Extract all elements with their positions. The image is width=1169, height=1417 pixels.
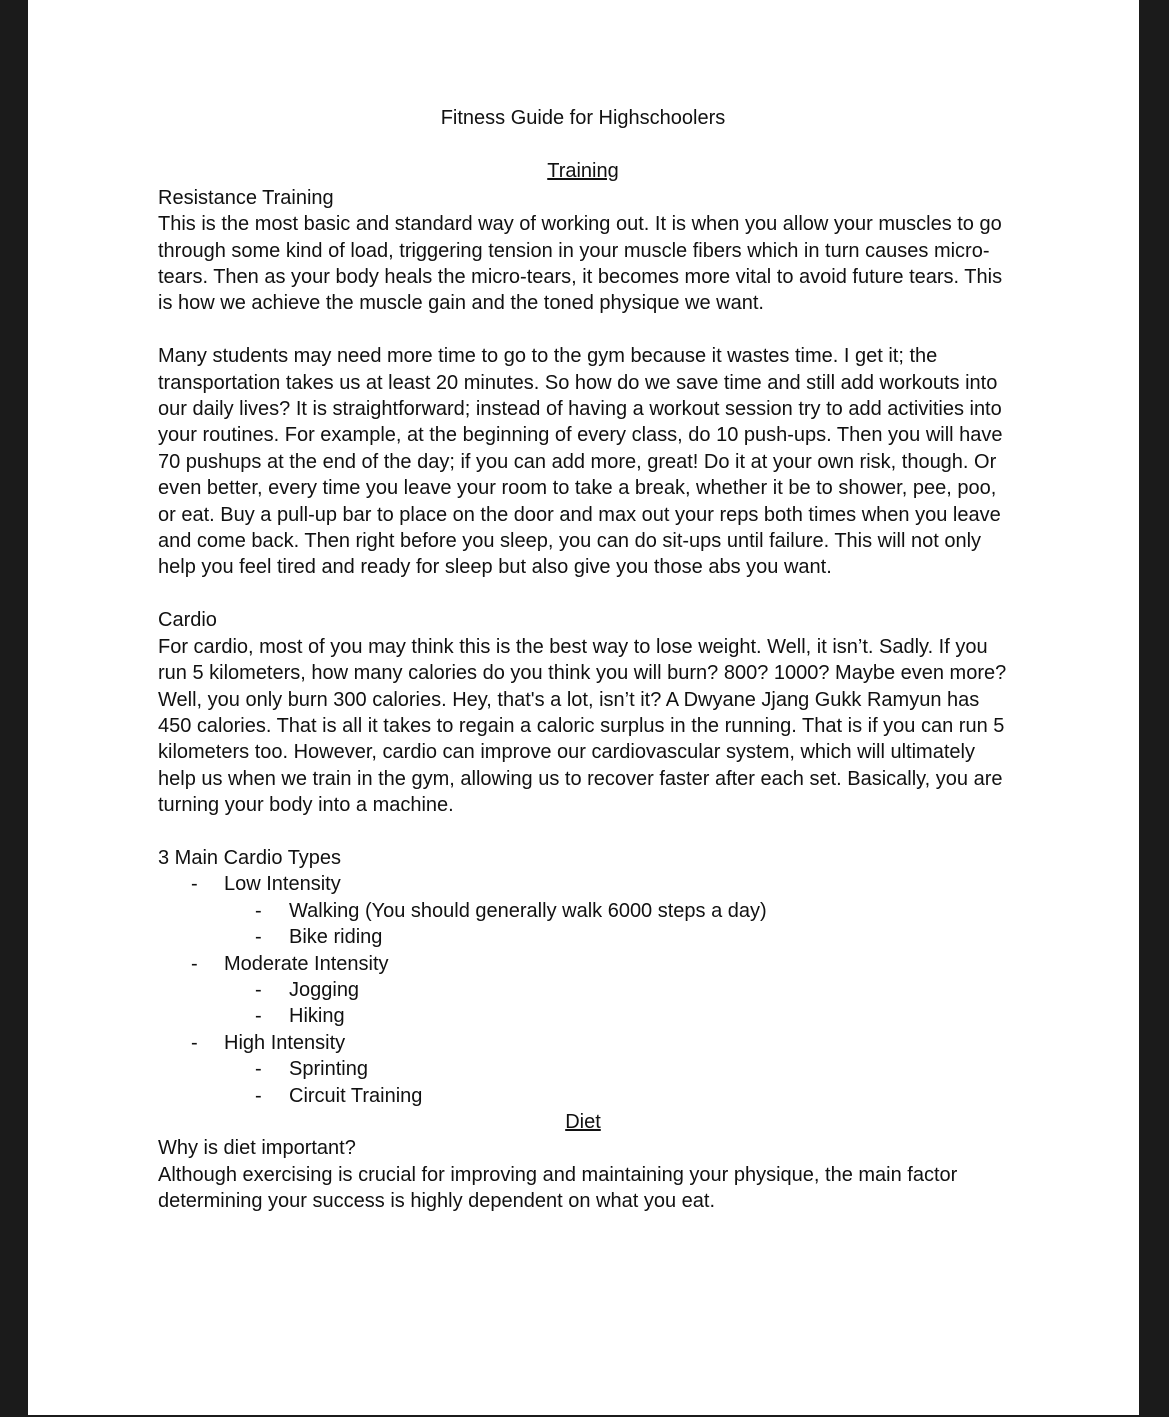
- dash-bullet: -: [255, 978, 262, 1001]
- document-title: Fitness Guide for Highschoolers: [440, 107, 726, 129]
- cardio-type-sublist: [224, 977, 1018, 1030]
- paragraph-spacer: [158, 581, 1018, 607]
- training-heading: Training: [547, 160, 619, 183]
- dash-bullet: -: [191, 952, 198, 975]
- cardio-activity: Hiking: [289, 1005, 345, 1028]
- list-item: [224, 1003, 1018, 1029]
- cardio-heading: Cardio: [158, 609, 217, 632]
- list-item: [158, 871, 1018, 950]
- list-item: [158, 951, 1018, 1030]
- cardio-type-label: Moderate Intensity: [224, 952, 389, 975]
- paragraph-spacer: [158, 819, 1018, 845]
- cardio-activity: Walking (You should generally walk 6000 steps a day): [289, 899, 767, 922]
- cardio-activity: Circuit Training: [289, 1084, 423, 1107]
- dash-bullet: -: [255, 1005, 262, 1028]
- dash-bullet: -: [191, 1031, 198, 1054]
- resistance-training-heading: Resistance Training: [158, 186, 334, 209]
- cardio-type-sublist: [224, 898, 1018, 951]
- list-item: [158, 1030, 1018, 1109]
- cardio-activity: Bike riding: [289, 926, 383, 949]
- diet-heading: Diet: [565, 1110, 601, 1133]
- diet-question: Why is diet important?: [158, 1137, 356, 1160]
- list-item: [224, 1083, 1018, 1109]
- cardio-type-sublist: [224, 1056, 1018, 1109]
- cardio-activity: Jogging: [289, 978, 360, 1001]
- cardio-types-heading: 3 Main Cardio Types: [158, 846, 342, 869]
- dash-bullet: -: [191, 873, 198, 896]
- list-item: [224, 977, 1018, 1003]
- dash-bullet: -: [255, 1084, 262, 1107]
- list-item: [224, 924, 1018, 950]
- list-item: [224, 898, 1018, 924]
- resistance-paragraph-1: This is the most basic and standard way of working out. It is when you allow your muscles to go through some kind of load, triggering tension in your muscle fibers which in turn causes micro-tears. Then as your body heals the micro-tears, it becomes more vital to avoid future tears. This is how we achieve the muscle gain and the toned physique we want.: [158, 213, 1003, 315]
- diet-paragraph: Although exercising is crucial for improving and maintaining your physique, the main factor determining your success is highly dependent on what you eat.: [158, 1163, 958, 1213]
- cardio-type-label: Low Intensity: [224, 873, 341, 896]
- dash-bullet: -: [255, 926, 262, 949]
- list-item: [224, 1056, 1018, 1082]
- cardio-types-list: [158, 871, 1018, 1109]
- cardio-activity: Sprinting: [289, 1058, 368, 1081]
- cardio-paragraph: For cardio, most of you may think this is the best way to lose weight. Well, it isn’t. Sadly. If you run 5 kilometers, how many calories do you think you will burn? 800? 1000? Maybe even more? Well, you only burn 300 calories. Hey, that's a lot, isn’t it? A Dwyane Jjang Gukk Ramyun has 450 calories. That is all it takes to regain a caloric surplus in the running. That is if you can run 5 kilometers too. However, cardio can improve our cardiovascular system, which will ultimately help us when we train in the gym, allowing us to recover faster after each set. Basically, you are turning your body into a machine.: [158, 635, 1007, 817]
- document-page: [28, 0, 1139, 1415]
- document-content: [158, 105, 1018, 1215]
- resistance-paragraph-2: Many students may need more time to go to the gym because it wastes time. I get it; the transportation takes us at least 20 minutes. So how do we save time and still add workouts into our daily lives? It is straightforward; instead of having a workout session try to add activities into your routines. For example, at the beginning of every class, do 10 push-ups. Then you will have 70 pushups at the end of the day; if you can add more, great! Do it at your own risk, though. Or even better, every time you leave your room to take a break, whether it be to shower, pee, poo, or eat. Buy a pull-up bar to place on the door and max out your reps both times when you leave and come back. Then right before you sleep, you can do sit-ups until failure. This will not only help you feel tired and ready for sleep but also give you those abs you want.: [158, 345, 1003, 579]
- dash-bullet: -: [255, 1058, 262, 1081]
- dash-bullet: -: [255, 899, 262, 922]
- paragraph-spacer: [158, 317, 1018, 343]
- cardio-type-label: High Intensity: [224, 1031, 346, 1054]
